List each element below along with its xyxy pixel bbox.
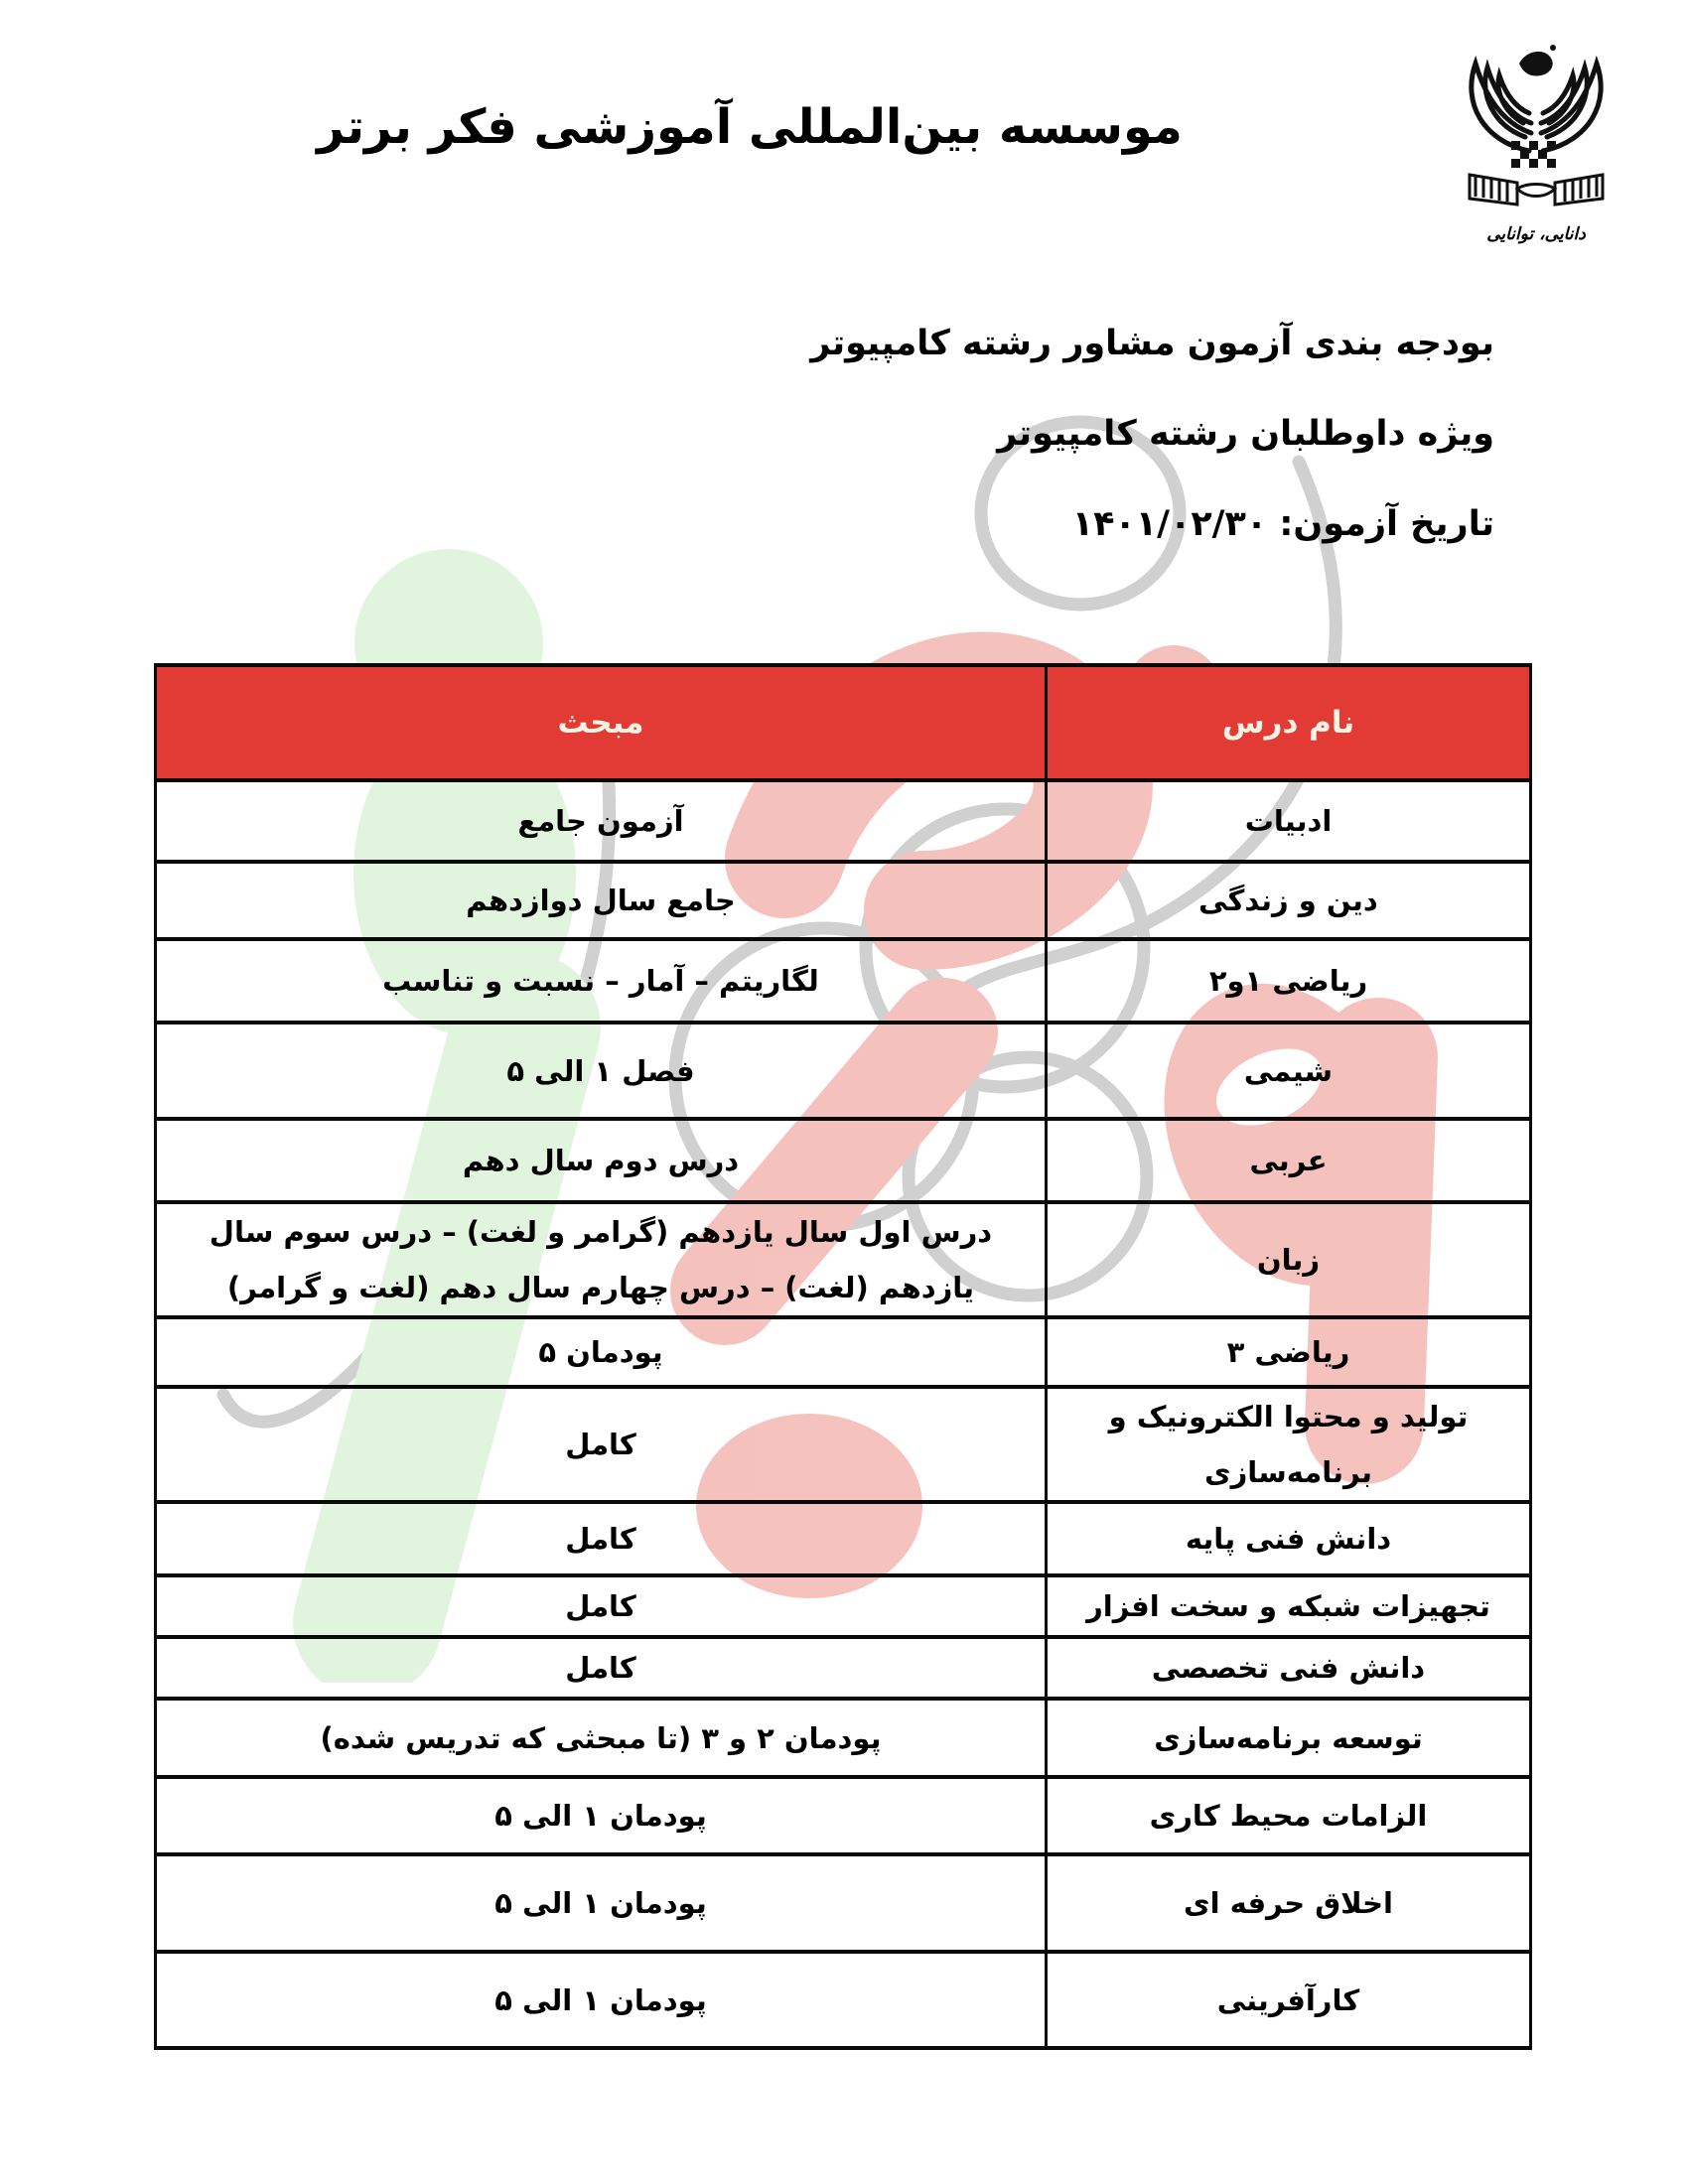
table-row xyxy=(156,1575,1531,1637)
course-name-cell: دانش فنی تخصصی xyxy=(1047,1637,1531,1699)
table-row xyxy=(156,1502,1531,1575)
topic-cell: پودمان ۱ الی ۵ xyxy=(156,1854,1047,1952)
course-name-cell: ادبیات xyxy=(1047,780,1531,862)
column-header-topic: مبحث xyxy=(156,665,1047,780)
topic-cell: جامع سال دوازدهم xyxy=(156,862,1047,939)
table-row xyxy=(156,1952,1531,2048)
course-table-body xyxy=(156,780,1531,2048)
table-header-row xyxy=(156,665,1531,780)
table-row xyxy=(156,1777,1531,1854)
subtitle-audience: ویژه داوطلبان رشته کامپیوتر xyxy=(997,414,1494,454)
topic-cell: پودمان ۱ الی ۵ xyxy=(156,1777,1047,1854)
table-row xyxy=(156,1317,1531,1387)
table-row xyxy=(156,1699,1531,1777)
page-title: موسسه بین‌المللی آموزشی فکر برتر xyxy=(317,99,1183,155)
table-row xyxy=(156,939,1531,1023)
table-row xyxy=(156,780,1531,862)
course-name-cell: دین و زندگی xyxy=(1047,862,1531,939)
topic-cell: پودمان ۲ و ۳ (تا مبحثی که تدریس شده) xyxy=(156,1699,1047,1777)
course-name-cell: ریاضی ۳ xyxy=(1047,1317,1531,1387)
topic-cell: کامل xyxy=(156,1387,1047,1502)
course-name-cell: شیمی xyxy=(1047,1023,1531,1119)
table-row xyxy=(156,1202,1531,1317)
topic-cell: پودمان ۵ xyxy=(156,1317,1047,1387)
topic-cell: کامل xyxy=(156,1637,1047,1699)
course-name-cell: کارآفرینی xyxy=(1047,1952,1531,2048)
logo-slogan: دانایی، توانایی xyxy=(1486,224,1586,244)
topic-cell: کامل xyxy=(156,1575,1047,1637)
course-name-cell: عربی xyxy=(1047,1119,1531,1202)
table-row xyxy=(156,862,1531,939)
course-name-cell: تولید و محتوا الکترونیک و برنامه‌سازی xyxy=(1047,1387,1531,1502)
subtitle-exam-budget: بودجه بندی آزمون مشاور رشته کامپیوتر xyxy=(810,324,1494,363)
topic-cell: کامل xyxy=(156,1502,1047,1575)
topic-cell: درس اول سال یازدهم (گرامر و لغت) – درس سوم سال یازدهم (لغت) – درس چهارم سال دهم (لغت و گرامر) xyxy=(156,1202,1047,1317)
table-row xyxy=(156,1023,1531,1119)
course-name-cell: دانش فنی پایه xyxy=(1047,1502,1531,1575)
table-row xyxy=(156,1387,1531,1502)
course-name-cell: تجهیزات شبکه و سخت افزار xyxy=(1047,1575,1531,1637)
column-header-course: نام درس xyxy=(1047,665,1531,780)
course-name-cell: ریاضی ۱و۲ xyxy=(1047,939,1531,1023)
course-name-cell: توسعه برنامه‌سازی xyxy=(1047,1699,1531,1777)
course-name-cell: اخلاق حرفه ای xyxy=(1047,1854,1531,1952)
topic-cell: پودمان ۱ الی ۵ xyxy=(156,1952,1047,2048)
table-row xyxy=(156,1854,1531,1952)
exam-date: تاریخ آزمون: ۱۴۰۱/۰۲/۳۰ xyxy=(1071,504,1494,544)
subtitle-block xyxy=(810,324,1494,595)
topic-cell: لگاریتم – آمار – نسبت و تناسب xyxy=(156,939,1047,1023)
table-row xyxy=(156,1637,1531,1699)
topic-cell: فصل ۱ الی ۵ xyxy=(156,1023,1047,1119)
exam-budget-table xyxy=(154,663,1532,2050)
course-name-cell: الزامات محیط کاری xyxy=(1047,1777,1531,1854)
topic-cell: درس دوم سال دهم xyxy=(156,1119,1047,1202)
course-name-cell: زبان xyxy=(1047,1202,1531,1317)
table-row xyxy=(156,1119,1531,1202)
topic-cell: آزمون جامع xyxy=(156,780,1047,862)
